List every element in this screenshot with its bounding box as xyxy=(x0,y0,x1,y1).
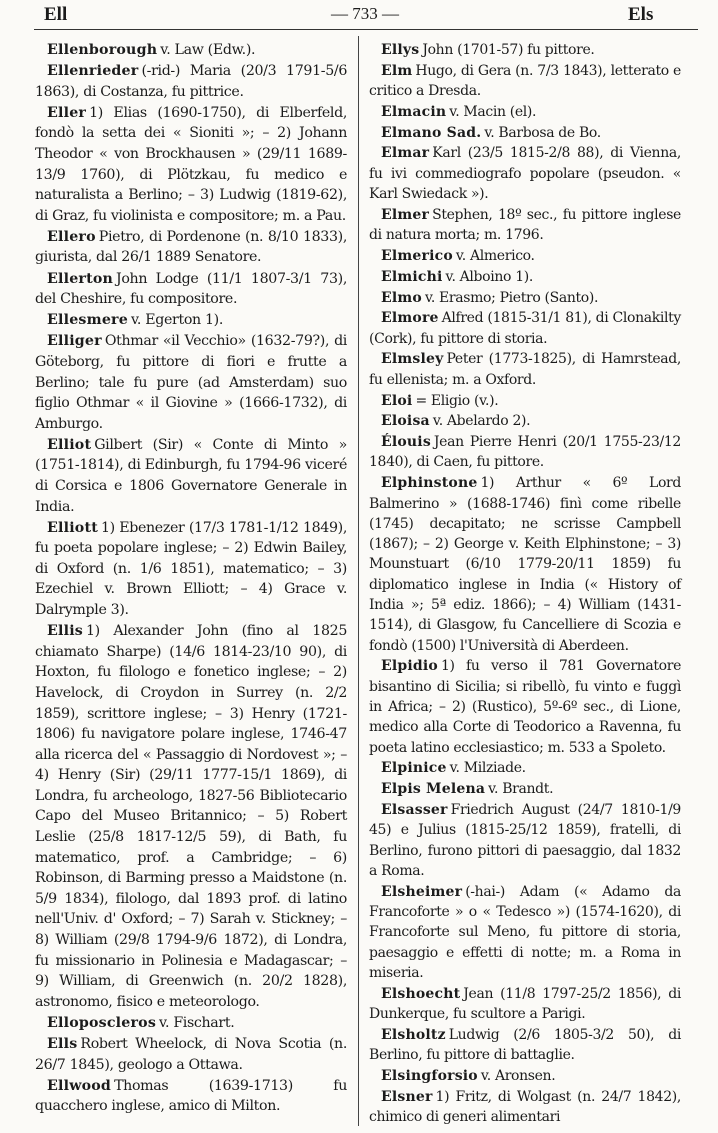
entry-text: v. Alboino 1). xyxy=(445,268,533,285)
header-rule xyxy=(34,29,698,30)
entry-headword: Elmerico xyxy=(381,247,453,264)
entry-text: 1) Fritz, di Wolgast (n. 24/7 1842), chimico di generi alimentari xyxy=(369,1088,681,1125)
dictionary-entry xyxy=(35,435,347,518)
dictionary-entry xyxy=(35,1034,347,1076)
entry-text: Karl (23/5 1815-2/8 88), di Vienna, fu ivi commediografo popolare (pseudon. « Karl Swiedack »). xyxy=(369,145,681,203)
dictionary-entry xyxy=(369,143,681,204)
right-column xyxy=(369,40,681,1128)
entry-headword: Ellesmere xyxy=(47,312,128,329)
entry-text: v. Brandt. xyxy=(488,781,554,798)
dictionary-entry xyxy=(369,882,681,984)
dictionary-entry xyxy=(369,123,681,144)
entry-text: 1) Alexander John (fino al 1825 chiamato Sharpe) (14/6 1814-23/10 90), di Hoxton, fu filologo e fonetico inglese; – 2) Havelock, di Croydon in Surrey (n. 2/2 1859), scrittore inglese; – 3) Henry (1721-1806) fu navigatore polare inglese, 1746-47 alla ricerca del « Passaggio di Nordovest »; – 4) Henry (Sir) (29/11 1777-15/1 1869), di Londra, fu archeologo, 1827-56 Bibliotecario Capo del Museo Britannico; – 5) Robert Leslie (25/8 1817-12/5 59), di Bath, fu matematico, prof. a Cambridge; – 6) Robinson, di Barming presso a Maidstone (n. 5/9 1834), filologo, dal 1893 prof. di latino nell'Univ. d' Oxford; – 7) Sarah v. Stickney; – 8) William (29/8 1794-9/6 1872), di Londra, fu missionario in Polinesia e Madagascar; – 9) William, di Greenwich (n. 20/2 1828), astronomo, fisico e meteorologo. xyxy=(35,623,347,1010)
dictionary-entry xyxy=(35,227,347,269)
entry-headword: Ells xyxy=(47,1036,78,1052)
entry-headword: Eller xyxy=(47,104,87,121)
entry-text: v. Aronsen. xyxy=(480,1067,556,1084)
entry-headword: Elmano Sad. xyxy=(381,124,482,141)
dictionary-entry xyxy=(369,1066,681,1087)
entry-headword: Elphinstone xyxy=(381,475,478,492)
entry-headword: Eloi xyxy=(381,392,413,409)
dictionary-entry xyxy=(369,205,681,246)
entry-text: (-rid-) Maria (20/3 1791-5/6 1863), di Costanza, fu pittrice. xyxy=(35,63,347,100)
dictionary-entry xyxy=(35,61,347,103)
entry-headword: Elmer xyxy=(381,206,430,223)
dictionary-entry xyxy=(369,1025,681,1066)
dictionary-entry xyxy=(369,800,681,882)
entry-text: v. Barbosa de Bo. xyxy=(484,124,601,141)
dictionary-entry xyxy=(369,246,681,267)
dictionary-entry xyxy=(369,267,681,288)
entry-text: v. Fischart. xyxy=(159,1014,235,1031)
entry-headword: Elpis Melena xyxy=(381,781,486,798)
dictionary-entry xyxy=(35,331,347,434)
dictionary-entry xyxy=(369,984,681,1025)
entry-headword: Elpidio xyxy=(381,658,438,675)
header-right-guide-word: Els xyxy=(628,4,654,25)
entry-headword: Ellenrieder xyxy=(47,63,139,80)
dictionary-entry xyxy=(369,349,681,390)
entry-headword: Ellero xyxy=(47,228,96,245)
dictionary-entry xyxy=(369,1087,681,1128)
entry-text: v. Milziade. xyxy=(449,760,526,777)
dictionary-entry xyxy=(369,656,681,758)
header-left-guide-word: Ell xyxy=(44,4,68,25)
entry-text: 1) fu verso il 781 Governatore bisantino di Sicilia; si ribellò, fu vinto e fuggì in Africa; – 2) (Rustico), 5º-6º sec., di Lione, medico alla Corte di Teodorico a Ravenna, fu poeta latino ecclesiastico; m. 533 a Spoleto. xyxy=(369,658,681,756)
entry-text: Stephen, 18º sec., fu pittore inglese di natura morta; m. 1796. xyxy=(369,206,681,244)
dictionary-entry xyxy=(369,40,681,61)
entry-text: John Lodge (11/1 1807-3/1 73), del Cheshire, fu compositore. xyxy=(35,270,347,308)
entry-text: Jean (11/8 1797-25/2 1856), di Dunkerque, fu scultore a Parigi. xyxy=(369,985,681,1022)
entry-headword: Elmacin xyxy=(381,103,447,120)
dictionary-entry xyxy=(369,411,681,432)
dictionary-entry xyxy=(369,779,681,800)
entry-headword: Ellwood xyxy=(47,1077,112,1094)
page-number: — 733 — xyxy=(331,4,399,23)
entry-text: Peter (1773-1825), di Hamrstead, fu ellenista; m. a Oxford. xyxy=(369,351,681,388)
entry-headword: Elliger xyxy=(47,333,102,350)
entry-headword: Élouis xyxy=(381,434,431,451)
dictionary-entry xyxy=(369,61,681,102)
entry-text: Othmar «il Vecchio» (1632-79?), di Göteborg, fu pittore di fiori e frutte a Berlino; tale fu pure (ad Amsterdam) suo figlio Othmar « il Giovine » (1666-1732), di Amburgo. xyxy=(35,333,347,432)
left-column xyxy=(35,40,347,1117)
entry-text: Jean Pierre Henri (20/1 1755-23/12 1840), di Caen, fu pittore. xyxy=(369,434,681,471)
entry-text: Gilbert (Sir) « Conte di Minto » (1751-1814), di Edinburgh, fu 1794-96 viceré di Corsica e 1806 Governatore Generale in India. xyxy=(35,436,347,515)
entry-text: Hugo, di Gera (n. 7/3 1843), letterato e critico a Dresda. xyxy=(369,62,681,100)
entry-text: Alfred (1815-31/1 81), di Clonakilty (Cork), fu pittore di storia. xyxy=(369,310,681,347)
entry-text: John (1701-57) fu pittore. xyxy=(422,42,595,58)
entry-text: v. Macin (el). xyxy=(449,103,537,120)
dictionary-entry xyxy=(369,288,681,309)
dictionary-entry xyxy=(35,103,347,227)
entry-text: v. Almerico. xyxy=(455,247,535,264)
dictionary-entry xyxy=(35,621,347,1013)
entry-text: Pietro, di Pordenone (n. 8/10 1833), giurista, dal 26/1 1889 Senatore. xyxy=(35,228,347,266)
entry-headword: Eloisa xyxy=(381,413,430,430)
entry-headword: Elsner xyxy=(381,1088,433,1105)
entry-headword: Elloposcleros xyxy=(47,1014,157,1031)
entry-text: v. Abelardo 2). xyxy=(432,413,531,430)
dictionary-entry xyxy=(369,308,681,349)
dictionary-entry xyxy=(35,40,347,61)
dictionary-entry xyxy=(369,391,681,412)
dictionary-entry xyxy=(35,310,347,331)
entry-headword: Elliot xyxy=(47,436,92,453)
entry-text: Robert Wheelock, di Nova Scotia (n. 26/7 1845), geologo a Ottawa. xyxy=(35,1036,347,1073)
dictionary-entry xyxy=(35,1013,347,1034)
page-header xyxy=(0,0,718,36)
dictionary-entry xyxy=(35,1076,347,1118)
entry-text: v. Erasmo; Pietro (Santo). xyxy=(424,289,599,306)
entry-headword: Elsingforsio xyxy=(381,1067,478,1084)
entry-text: 1) Ebenezer (17/3 1781-1/12 1849), fu poeta popolare inglese; – 2) Edwin Bailey, di Oxford (n. 1/6 1851), matematico; – 3) Ezechiel v. Brown Elliott; – 4) Grace v. Dalrymple 3). xyxy=(35,519,347,619)
entry-text: v. Egerton 1). xyxy=(130,312,223,329)
entry-headword: Elpinice xyxy=(381,760,447,777)
entry-text: (-hai-) Adam (« Adamo da Francoforte » o « Tedesco ») (1574-1620), di Francoforte sul Meno, fu pittore di storia, paesaggio e effetti di notte; m. a Roma in miseria. xyxy=(369,883,681,981)
entry-text: Friedrich August (24/7 1810-1/9 45) e Julius (1815-25/12 1859), fratelli, di Berlino, furono pittori di paesaggio, dal 1832 a Roma. xyxy=(369,801,681,879)
entry-headword: Ellys xyxy=(381,42,420,58)
entry-text: v. Law (Edw.). xyxy=(160,42,256,58)
entry-text: Ludwig (2/6 1805-3/2 50), di Berlino, fu pittore di battaglie. xyxy=(369,1026,681,1064)
entry-headword: Elsholtz xyxy=(381,1026,446,1043)
entry-headword: Elmo xyxy=(381,289,422,306)
entry-headword: Ellenborough xyxy=(47,42,158,58)
column-separator xyxy=(358,36,359,1126)
entry-headword: Elsheimer xyxy=(381,883,463,900)
entry-headword: Elmichi xyxy=(381,268,443,285)
dictionary-entry xyxy=(369,758,681,779)
entry-headword: Elmsley xyxy=(381,351,444,368)
entry-text: 1) Arthur « 6º Lord Balmerino » (1688-1746) finì come ribelle (1745) decapitato; ne scrisse Campbell (1867); – 2) George v. Keith Elphinstone; – 3) Mounstuart (6/10 1779-20/11 1859) fu diplomatico inglese in India (« History of India »; 5ª ediz. 1866); – 4) William (1431-1514), di Glasgow, fu Cancelliere di Scozia e fondò (1500) l'Università di Aberdeen. xyxy=(369,475,681,654)
dictionary-entry xyxy=(35,269,347,311)
entry-text: = Eligio (v.). xyxy=(415,392,499,409)
dictionary-entry xyxy=(369,432,681,473)
dictionary-entry xyxy=(35,518,347,621)
entry-headword: Elshoecht xyxy=(381,985,461,1002)
entry-headword: Elmar xyxy=(381,145,430,162)
entry-text: 1) Elias (1690-1750), di Elberfeld, fondò la setta dei « Sioniti »; – 2) Johann Theodor « von Brockhausen » (29/11 1689-13/9 1760), di Plötzkau, fu medico e naturalista a Berlino; – 3) Ludwig (1819-62), di Graz, fu violinista e compositore; m. a Pau. xyxy=(35,104,347,224)
entry-headword: Ellis xyxy=(47,623,83,640)
dictionary-entry xyxy=(369,102,681,123)
entry-headword: Ellerton xyxy=(47,270,114,287)
entry-headword: Elsasser xyxy=(381,801,448,818)
entry-text: Thomas (1639-1713) fu quacchero inglese, amico di Milton. xyxy=(35,1077,347,1115)
entry-headword: Elliott xyxy=(47,519,98,536)
dictionary-entry xyxy=(369,473,681,656)
entry-headword: Elmore xyxy=(381,310,439,327)
entry-headword: Elm xyxy=(381,62,413,79)
